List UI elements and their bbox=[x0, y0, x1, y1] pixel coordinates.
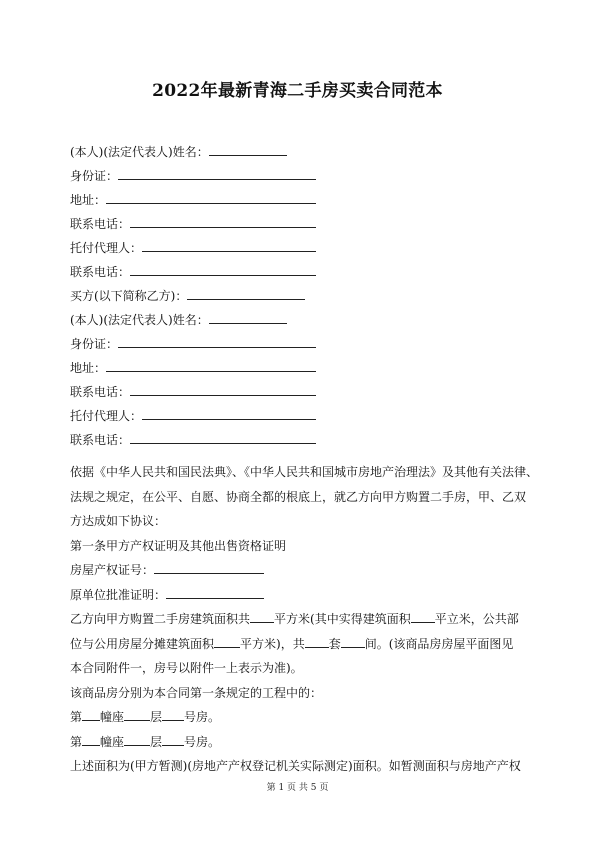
party-b-phone-blank[interactable] bbox=[130, 383, 316, 396]
party-a-address-row bbox=[70, 191, 316, 208]
party-b-name-row bbox=[70, 311, 287, 328]
unit-text: 幢座 bbox=[100, 710, 125, 724]
area-line-2 bbox=[70, 632, 530, 657]
floor-blank[interactable] bbox=[124, 708, 150, 721]
unit-text: 号房。 bbox=[184, 710, 221, 724]
buyer-blank[interactable] bbox=[187, 287, 305, 300]
buyer-row bbox=[70, 287, 305, 304]
party-b-agent-phone-label: 联系电话： bbox=[70, 433, 131, 447]
party-b-name-blank[interactable] bbox=[209, 311, 287, 324]
party-a-name-blank[interactable] bbox=[209, 143, 287, 156]
shared-area-blank[interactable] bbox=[214, 635, 240, 648]
party-a-id-blank[interactable] bbox=[118, 167, 316, 180]
approval-row bbox=[70, 583, 530, 608]
unit-text: 层 bbox=[150, 734, 163, 749]
unit-text: 第 bbox=[70, 734, 83, 749]
contract-body bbox=[70, 460, 539, 779]
approval-label: 原单位批准证明： bbox=[70, 587, 167, 602]
party-a-name-row bbox=[70, 143, 287, 160]
party-b-agent-phone-blank[interactable] bbox=[130, 431, 316, 444]
buyer-label: 买方(以下简称乙方)： bbox=[70, 289, 188, 303]
party-b-address-blank[interactable] bbox=[106, 359, 316, 372]
area-text: 平方米(其中实得建筑面积 bbox=[274, 612, 411, 626]
sets-blank[interactable] bbox=[305, 635, 329, 648]
party-b-id-blank[interactable] bbox=[118, 335, 316, 348]
area-text: 平立米，公共部 bbox=[434, 612, 519, 626]
area-text: 位与公用房屋分摊建筑面积 bbox=[70, 636, 215, 651]
party-a-id-row bbox=[70, 167, 316, 184]
cert-blank[interactable] bbox=[154, 561, 264, 574]
cert-row bbox=[70, 558, 530, 583]
room-number-blank[interactable] bbox=[162, 733, 184, 746]
document-title: 2022年最新青海二手房买卖合同范本 bbox=[152, 81, 443, 101]
party-b-phone-label: 联系电话： bbox=[70, 385, 131, 399]
cert-label: 房屋产权证号： bbox=[70, 563, 155, 577]
party-a-name-label: (本人)(法定代表人)姓名： bbox=[70, 145, 209, 159]
total-area-blank[interactable] bbox=[250, 610, 274, 623]
party-a-phone-row bbox=[70, 215, 316, 232]
party-b-address-label: 地址： bbox=[70, 361, 107, 375]
party-a-agent-label: 托付代理人： bbox=[70, 241, 143, 255]
party-b-phone-row bbox=[70, 383, 316, 400]
intro-line-1: 依据《中华人民共和国民法典》、《中华人民共和国城市房地产治理法》及其他有关法律、 bbox=[70, 465, 539, 479]
area-text: 平方米)，共 bbox=[240, 636, 305, 651]
party-a-address-blank[interactable] bbox=[106, 191, 316, 204]
unit-text: 第 bbox=[70, 710, 83, 724]
approval-blank[interactable] bbox=[166, 586, 264, 599]
project-line: 该商品房分别为本合同第一条规定的工程中的： bbox=[70, 685, 323, 700]
measure-line: 上述面积为(甲方暂测)(房地产产权登记机关实际测定)面积。如暂测面积与房地产产权 bbox=[70, 759, 521, 773]
room-number-blank[interactable] bbox=[162, 708, 184, 721]
unit-row-1 bbox=[70, 705, 530, 730]
floor-blank[interactable] bbox=[124, 733, 150, 746]
party-a-phone-label: 联系电话： bbox=[70, 217, 131, 231]
building-blank[interactable] bbox=[82, 733, 100, 746]
party-a-agent-row bbox=[70, 239, 316, 256]
rooms-blank[interactable] bbox=[341, 635, 365, 648]
area-line-1 bbox=[70, 607, 530, 632]
area-text: 间。(该商品房房屋平面图见 bbox=[364, 636, 514, 651]
intro-line-2: 法规之规定，在公平、自愿、协商全都的根底上，就乙方向甲方购置二手房，甲、乙双 bbox=[70, 489, 527, 504]
area-text: 套 bbox=[328, 636, 341, 651]
party-a-agent-blank[interactable] bbox=[142, 239, 316, 252]
party-a-agent-phone-label: 联系电话： bbox=[70, 265, 131, 279]
page-footer: 第 1 页 共 5 页 bbox=[266, 783, 329, 793]
party-b-agent-label: 托付代理人： bbox=[70, 409, 143, 423]
party-b-id-label: 身份证： bbox=[70, 337, 119, 351]
party-b-agent-phone-row bbox=[70, 431, 316, 448]
unit-text: 号房。 bbox=[184, 734, 221, 749]
party-a-address-label: 地址： bbox=[70, 193, 107, 207]
unit-text: 幢座 bbox=[100, 734, 125, 749]
area-line-3: 本合同附件一，房号以附件一上表示为准)。 bbox=[70, 661, 303, 675]
party-b-id-row bbox=[70, 335, 316, 352]
party-a-agent-phone-blank[interactable] bbox=[130, 263, 316, 276]
party-b-address-row bbox=[70, 359, 316, 376]
area-text: 乙方向甲方购置二手房建筑面积共 bbox=[70, 612, 251, 626]
party-a-phone-blank[interactable] bbox=[130, 215, 316, 228]
party-a-agent-phone-row bbox=[70, 263, 316, 280]
party-b-agent-row bbox=[70, 407, 316, 424]
unit-text: 层 bbox=[150, 710, 163, 724]
actual-area-blank[interactable] bbox=[411, 610, 435, 623]
article-1-heading: 第一条甲方产权证明及其他出售资格证明 bbox=[70, 538, 287, 553]
party-b-agent-blank[interactable] bbox=[142, 407, 316, 420]
intro-line-3: 方达成如下协议： bbox=[70, 514, 167, 528]
unit-row-2 bbox=[70, 730, 530, 755]
party-b-name-label: (本人)(法定代表人)姓名： bbox=[70, 313, 209, 327]
building-blank[interactable] bbox=[82, 708, 100, 721]
party-a-id-label: 身份证： bbox=[70, 169, 119, 183]
